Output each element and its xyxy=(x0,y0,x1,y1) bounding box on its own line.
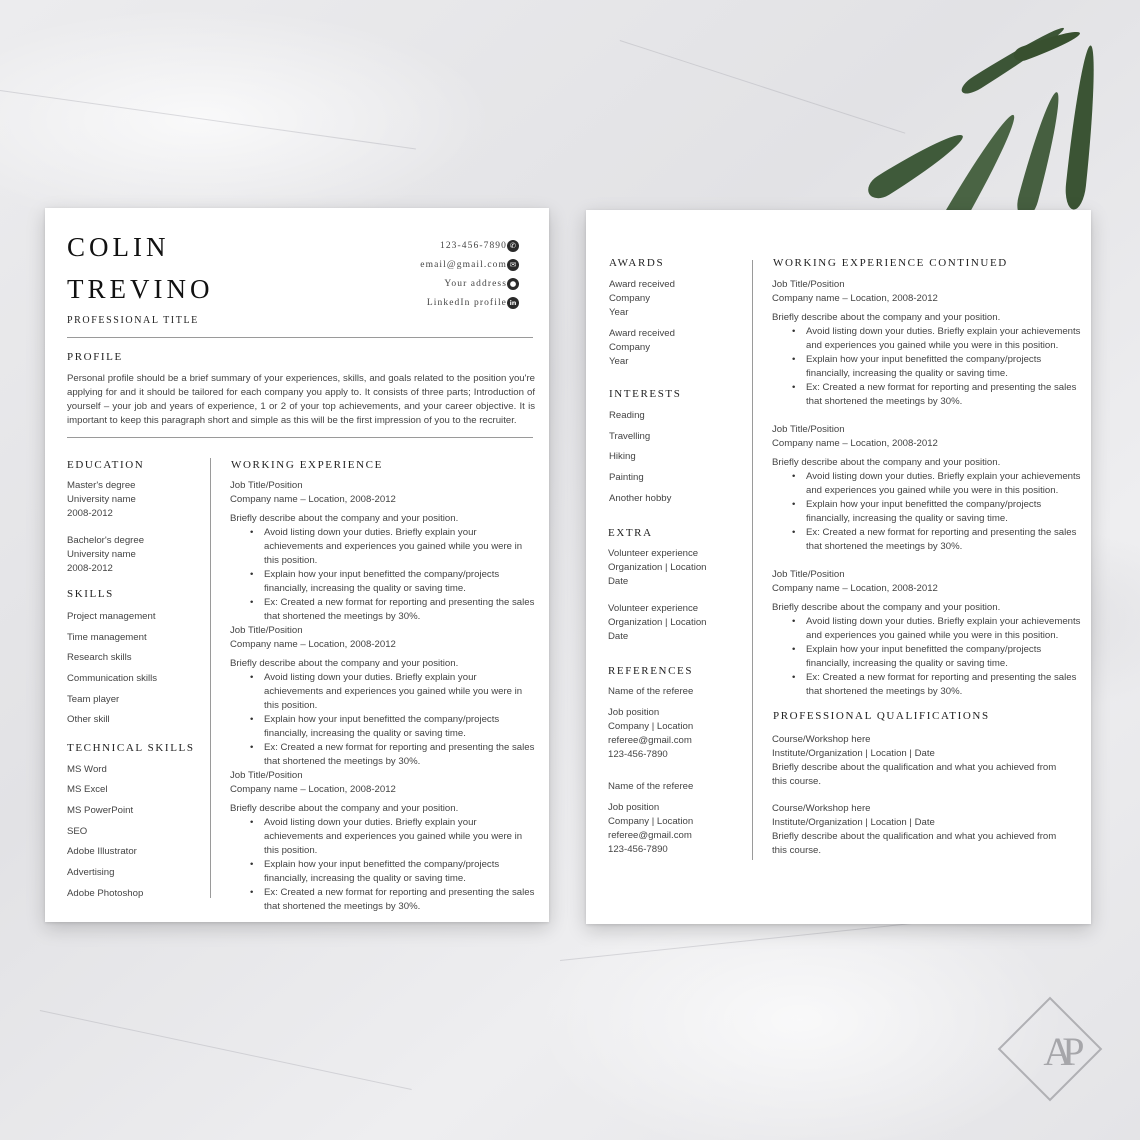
job-title: Job Title/Position xyxy=(772,279,845,290)
technical-skill-item: Advertising xyxy=(67,867,115,878)
extra-date: Date xyxy=(608,631,629,642)
phone-icon: ✆ xyxy=(507,240,519,252)
education-heading: EDUCATION xyxy=(67,459,145,471)
job-bullet: • Explain how your input benefitted the company/projects financially, increasing the quality or saving time. xyxy=(264,858,536,886)
qualification-course: Course/Workshop here xyxy=(772,803,871,814)
education-school: University name xyxy=(67,549,136,560)
leaf-shape xyxy=(1014,90,1067,221)
technical-skill-item: MS Word xyxy=(67,764,107,775)
interests-heading: INTERESTS xyxy=(609,388,682,400)
job-bullet: • Explain how your input benefitted the company/projects financially, increasing the quality or saving time. xyxy=(806,353,1082,381)
leaf-shape xyxy=(958,22,1067,97)
location-pin-icon: ● xyxy=(507,278,519,290)
technical-skills-heading: TECHNICAL SKILLS xyxy=(67,742,195,754)
job-bullet: • Avoid listing down your duties. Briefly explain your achievements and experiences you gained while you were in this position. xyxy=(806,470,1082,498)
interest-item: Painting xyxy=(609,472,644,483)
leaf-shape xyxy=(1012,26,1083,63)
qualification-institute: Institute/Organization | Location | Date xyxy=(772,748,935,759)
reference-item xyxy=(608,685,693,762)
job-bullets xyxy=(772,615,1082,699)
contact-linkedin: LinkedIn profile xyxy=(426,298,507,308)
contact-phone: 123-456-7890 xyxy=(439,241,507,251)
extra-role: Volunteer experience xyxy=(608,548,699,559)
professional-title: PROFESSIONAL TITLE xyxy=(67,315,199,326)
award-year: Year xyxy=(609,356,629,367)
interest-item: Another hobby xyxy=(609,493,672,504)
job-bullet: • Explain how your input benefitted the company/projects financially, increasing the quality or saving time. xyxy=(806,643,1082,671)
education-degree: Master's degree xyxy=(67,480,136,491)
interest-item: Hiking xyxy=(609,451,636,462)
job-company: Company name – Location, 2008-2012 xyxy=(230,494,396,505)
profile-text: Personal profile should be a brief summary of your experiences, skills, and goals related to the position you're applying for and it should be tailored for each company you apply to. It consists of three parts; Introduction of yourself – your job and years of experience, 1 or 2 of your top achievements, and your career objective. It is important to keep this paragraph short and simple as this will be the first impression of you to the recruiter. xyxy=(67,373,535,426)
job-title: Job Title/Position xyxy=(230,480,303,491)
job-company: Company name – Location, 2008-2012 xyxy=(772,438,938,449)
award-item xyxy=(609,327,675,369)
job-bullet: • Ex: Created a new format for reporting and presenting the sales that shortened the meetings by 30%. xyxy=(264,596,536,624)
references-heading: REFERENCES xyxy=(608,665,694,677)
job-bullets xyxy=(230,526,536,624)
education-years: 2008-2012 xyxy=(67,508,113,519)
technical-skill-item: MS PowerPoint xyxy=(67,805,134,816)
education-item xyxy=(67,534,144,576)
resume-page-1 xyxy=(45,208,549,922)
referee-email: referee@gmail.com xyxy=(608,735,692,746)
job-entry xyxy=(772,423,1082,554)
job-bullet: • Avoid listing down your duties. Briefly explain your achievements and experiences you gained while you were in this position. xyxy=(264,671,536,713)
leaf-shape xyxy=(864,127,969,204)
job-bullet: • Ex: Created a new format for reporting and presenting the sales that shortened the meetings by 30%. xyxy=(264,886,536,914)
job-bullets xyxy=(772,325,1082,409)
job-bullet: • Explain how your input benefitted the company/projects financially, increasing the quality or saving time. xyxy=(264,568,536,596)
job-bullets xyxy=(230,816,536,914)
professional-qualifications-heading: PROFESSIONAL QUALIFICATIONS xyxy=(773,710,990,722)
job-description: Briefly describe about the company and your position. xyxy=(230,803,459,814)
email-icon: ✉ xyxy=(507,259,519,271)
job-entry xyxy=(230,479,536,624)
job-description: Briefly describe about the company and your position. xyxy=(230,513,459,524)
technical-skill-item: SEO xyxy=(67,826,88,837)
award-year: Year xyxy=(609,307,629,318)
marble-vein xyxy=(40,1010,412,1090)
job-bullet: • Explain how your input benefitted the company/projects financially, increasing the quality or saving time. xyxy=(806,498,1082,526)
job-bullet: • Avoid listing down your duties. Briefly explain your achievements and experiences you gained while you were in this position. xyxy=(806,325,1082,353)
job-entry xyxy=(230,769,536,914)
technical-skill-item: MS Excel xyxy=(67,784,108,795)
job-bullet: • Ex: Created a new format for reporting and presenting the sales that shortened the meetings by 30%. xyxy=(806,526,1082,554)
extra-heading: EXTRA xyxy=(608,527,653,539)
skill-item: Time management xyxy=(67,632,147,643)
skill-item: Project management xyxy=(67,611,156,622)
job-bullet: • Ex: Created a new format for reporting and presenting the sales that shortened the meetings by 30%. xyxy=(806,671,1082,699)
education-years: 2008-2012 xyxy=(67,563,113,574)
skills-heading: SKILLS xyxy=(67,588,114,600)
job-entry xyxy=(230,624,536,769)
name-last: TREVINO xyxy=(67,274,214,304)
linkedin-icon: in xyxy=(507,297,519,309)
working-experience-continued-heading: WORKING EXPERIENCE CONTINUED xyxy=(773,257,1008,269)
job-bullets xyxy=(772,470,1082,554)
education-item xyxy=(67,479,136,521)
job-title: Job Title/Position xyxy=(230,625,303,636)
working-experience-heading: WORKING EXPERIENCE xyxy=(231,459,383,471)
job-bullet: • Avoid listing down your duties. Briefly explain your achievements and experiences you gained while you were in this position. xyxy=(264,526,536,568)
interest-item: Reading xyxy=(609,410,645,421)
resume-page-2 xyxy=(586,210,1091,924)
job-bullet: • Avoid listing down your duties. Briefly explain your achievements and experiences you gained while you were in this position. xyxy=(264,816,536,858)
referee-name: Name of the referee xyxy=(608,781,694,792)
qualification-item xyxy=(772,802,1072,858)
job-title: Job Title/Position xyxy=(772,424,845,435)
referee-company: Company | Location xyxy=(608,816,694,827)
referee-position: Job position xyxy=(608,802,660,813)
job-company: Company name – Location, 2008-2012 xyxy=(772,293,938,304)
reference-item xyxy=(608,780,693,857)
job-bullets xyxy=(230,671,536,769)
interest-item: Travelling xyxy=(609,431,651,442)
skill-item: Other skill xyxy=(67,714,110,725)
skill-item: Communication skills xyxy=(67,673,158,684)
extra-role: Volunteer experience xyxy=(608,603,699,614)
extra-item xyxy=(608,602,707,644)
profile-heading: PROFILE xyxy=(67,351,123,363)
skill-item: Research skills xyxy=(67,652,132,663)
referee-phone: 123-456-7890 xyxy=(608,749,668,760)
referee-position: Job position xyxy=(608,707,660,718)
column-divider xyxy=(210,458,211,898)
awards-heading: AWARDS xyxy=(609,257,665,269)
job-company: Company name – Location, 2008-2012 xyxy=(230,639,396,650)
divider xyxy=(67,337,533,338)
job-company: Company name – Location, 2008-2012 xyxy=(230,784,396,795)
contact-address: Your address xyxy=(444,279,507,289)
job-description: Briefly describe about the company and your position. xyxy=(772,312,1001,323)
contact-email: email@gmail.com xyxy=(420,260,507,270)
leaf-shape xyxy=(1063,44,1100,210)
extra-organization: Organization | Location xyxy=(608,562,707,573)
referee-name: Name of the referee xyxy=(608,686,694,697)
qualification-course: Course/Workshop here xyxy=(772,734,871,745)
job-title: Job Title/Position xyxy=(772,569,845,580)
job-bullet: • Explain how your input benefitted the company/projects financially, increasing the quality or saving time. xyxy=(264,713,536,741)
divider xyxy=(67,437,533,438)
extra-date: Date xyxy=(608,576,629,587)
technical-skill-item: Adobe Illustrator xyxy=(67,846,137,857)
marble-vein xyxy=(620,40,906,134)
qualification-description: Briefly describe about the qualification and what you achieved from this course. xyxy=(772,762,1057,787)
education-degree: Bachelor's degree xyxy=(67,535,145,546)
job-bullet: • Ex: Created a new format for reporting and presenting the sales that shortened the meetings by 30%. xyxy=(806,381,1082,409)
job-entry xyxy=(772,568,1082,699)
technical-skill-item: Adobe Photoshop xyxy=(67,888,144,899)
job-description: Briefly describe about the company and your position. xyxy=(772,457,1001,468)
job-bullet: • Avoid listing down your duties. Briefly explain your achievements and experiences you gained while you were in this position. xyxy=(806,615,1082,643)
name-first: COLIN xyxy=(67,232,170,262)
job-description: Briefly describe about the company and your position. xyxy=(772,602,1001,613)
marble-vein xyxy=(0,90,416,149)
qualification-description: Briefly describe about the qualification and what you achieved from this course. xyxy=(772,831,1057,856)
qualification-item xyxy=(772,733,1072,789)
education-school: University name xyxy=(67,494,136,505)
extra-organization: Organization | Location xyxy=(608,617,707,628)
job-bullet: • Ex: Created a new format for reporting and presenting the sales that shortened the meetings by 30%. xyxy=(264,741,536,769)
referee-email: referee@gmail.com xyxy=(608,830,692,841)
job-company: Company name – Location, 2008-2012 xyxy=(772,583,938,594)
job-description: Briefly describe about the company and your position. xyxy=(230,658,459,669)
extra-item xyxy=(608,547,707,589)
qualification-institute: Institute/Organization | Location | Date xyxy=(772,817,935,828)
award-item xyxy=(609,278,675,320)
job-entry xyxy=(772,278,1082,409)
award-company: Company xyxy=(609,293,651,304)
column-divider xyxy=(752,260,753,860)
referee-phone: 123-456-7890 xyxy=(608,844,668,855)
award-name: Award received xyxy=(609,328,675,339)
award-name: Award received xyxy=(609,279,675,290)
job-title: Job Title/Position xyxy=(230,770,303,781)
skill-item: Team player xyxy=(67,694,120,705)
award-company: Company xyxy=(609,342,651,353)
referee-company: Company | Location xyxy=(608,721,694,732)
brand-logo-letters: AP xyxy=(1043,1029,1075,1074)
